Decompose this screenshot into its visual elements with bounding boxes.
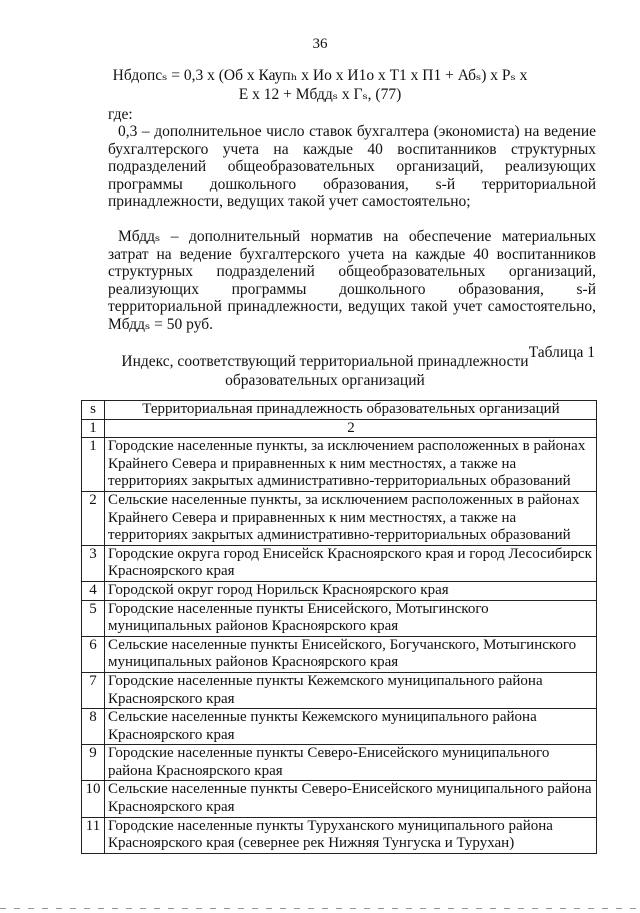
row-index: 8 (82, 709, 105, 745)
numbering-col-1: 1 (82, 419, 105, 438)
row-index: 5 (82, 600, 105, 636)
table-row (82, 545, 597, 581)
row-index: 3 (82, 545, 105, 581)
row-index: 7 (82, 672, 105, 708)
row-territory: Сельские населенные пункты Кежемского муниципального района Красноярского края (105, 709, 597, 745)
territorial-index-table (81, 400, 597, 854)
row-territory: Сельские населенные пункты Енисейского, Богучанского, Мотыгинского муниципальных районов Красноярского края (105, 636, 597, 672)
row-index: 11 (82, 817, 105, 853)
table-caption: Индекс, соответствующий территориальной принадлежности образовательных организаций (121, 353, 529, 389)
header-territory: Территориальная принадлежность образовательных организаций (105, 401, 597, 420)
row-index: 2 (82, 491, 105, 545)
paragraph-definition-1: 0,3 – дополнительное число ставок бухгалтера (экономиста) на ведение бухгалтерского учета на каждые 40 воспитанников структурных подразделений общеобразовательных организаций, реализующих программы дошкольного образования, s-й территориальной принадлежности, ведущих такой учет самостоятельно; (108, 123, 596, 211)
table-row (82, 600, 597, 636)
row-territory: Городские населенные пункты Кежемского муниципального района Красноярского края (105, 672, 597, 708)
table-body (82, 438, 597, 854)
table-row (82, 781, 597, 817)
table-row (82, 745, 597, 781)
table-numbering-row (82, 419, 597, 438)
row-index: 6 (82, 636, 105, 672)
table-row (82, 581, 597, 600)
row-territory: Городские населенные пункты Северо-Енисейского муниципального района Красноярского края (105, 745, 597, 781)
row-territory: Городские населенные пункты Енисейского, Мотыгинского муниципальных районов Красноярского края (105, 600, 597, 636)
table-row (82, 709, 597, 745)
table-header-row (82, 401, 597, 420)
table-row (82, 817, 597, 853)
row-territory: Городские населенные пункты Туруханского муниципального района Красноярского края (севернее рек Нижняя Тунгуска и Турухан) (105, 817, 597, 853)
paragraph-definition-2: Мбддₛ – дополнительный норматив на обеспечение материальных затрат на ведение бухгалтерского учета на каждые 40 воспитанников структурных подразделений общеобразовательных организаций, реализующих программы дошкольного образования, s-й территориальной принадлежности, ведущих такой учет самостоятельно, Мбддₛ = 50 руб. (108, 228, 596, 333)
row-territory: Городские округа город Енисейск Красноярского края и город Лесосибирск Красноярского края (105, 545, 597, 581)
row-index: 10 (82, 781, 105, 817)
table-row (82, 491, 597, 545)
table-row (82, 636, 597, 672)
table-row (82, 672, 597, 708)
formula-line-1: Нбдопсₛ = 0,3 x (Об x Каупₕ x Ио x И1о x Т1 x П1 + Абₛ) x Рₛ x (112, 67, 528, 84)
row-index: 1 (82, 438, 105, 492)
where-label: где: (108, 106, 133, 123)
row-territory: Городской округ город Норильск Красноярского края (105, 581, 597, 600)
row-territory: Городские населенные пункты, за исключением расположенных в районах Крайнего Севера и приравненных к ним местностях, а также на территориях закрытых административно-территориальных образований (105, 438, 597, 492)
table-label: Таблица 1 (528, 344, 595, 361)
formula-line-2: Е x 12 + Мбддₛ x Гₛ, (77) (238, 86, 402, 103)
table-row (82, 438, 597, 492)
scan-edge-line (0, 908, 640, 909)
header-s: s (82, 401, 105, 420)
row-index: 4 (82, 581, 105, 600)
page-number: 36 (312, 36, 328, 52)
row-index: 9 (82, 745, 105, 781)
numbering-col-2: 2 (105, 419, 597, 438)
formula-77 (80, 66, 560, 104)
row-territory: Сельские населенные пункты, за исключением расположенных в районах Крайнего Севера и приравненных к ним местностях, а также на территориях закрытых административно-территориальных образований (105, 491, 597, 545)
row-territory: Сельские населенные пункты Северо-Енисейского муниципального района Красноярского края (105, 781, 597, 817)
